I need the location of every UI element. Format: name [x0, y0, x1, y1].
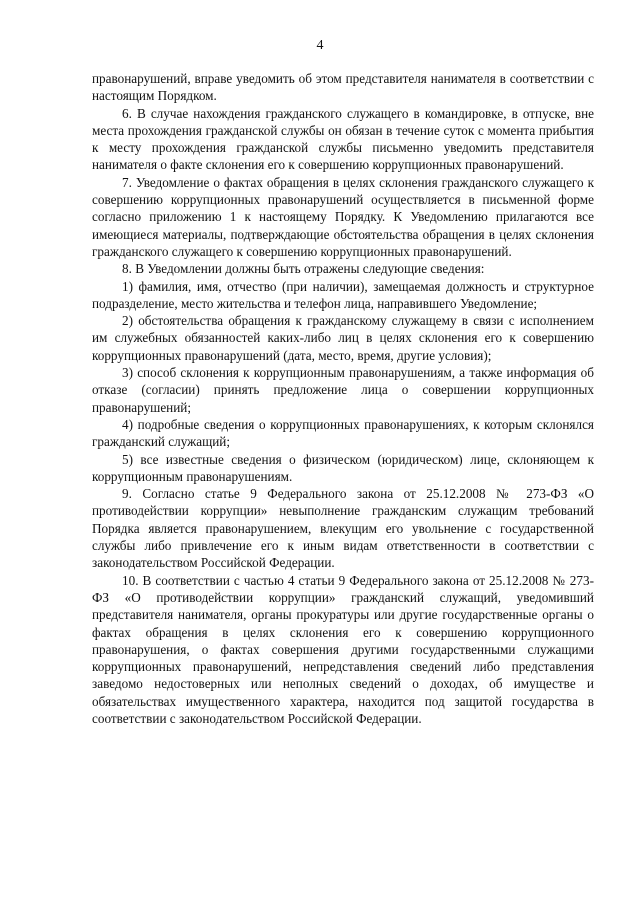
list-item-3: 3) способ склонения к коррупционным правонарушениям, а также информация об отказе (согласии) принять предложение лица о совершении коррупционных правонарушений;	[92, 365, 594, 415]
list-item-2: 2) обстоятельства обращения к гражданскому служащему в связи с исполнением им служебных обязанностей каких-либо лиц в целях склонения его к совершению коррупционных правонарушений (дата, место, время, другие условия);	[92, 313, 594, 363]
list-item-4: 4) подробные сведения о коррупционных правонарушениях, к которым склонялся гражданский служащий;	[92, 416, 594, 450]
paragraph-continuation: правонарушений, вправе уведомить об этом представителя нанимателя в соответствии с настоящим Порядком.	[92, 71, 594, 104]
paragraph-9: 9. Согласно статье 9 Федерального закона от 25.12.2008 № 273-ФЗ «О противодействии коррупции» невыполнение гражданским служащим требований Порядка является правонарушением, влекущим его увольнение с государственной службы либо привлечение его к иным видам ответственности в соответствии с законодательством Российской Федерации.	[92, 486, 594, 571]
list-item-5: 5) все известные сведения о физическом (юридическом) лице, склоняющем к коррупционным правонарушениям.	[92, 451, 594, 484]
paragraph-8: 8. В Уведомлении должны быть отражены следующие сведения:	[122, 261, 485, 277]
list-item-1: 1) фамилия, имя, отчество (при наличии), замещаемая должность и структурное подразделение, место жительства и телефон лица, направившего Уведомление;	[92, 278, 594, 311]
paragraph-10: 10. В соответствии с частью 4 статьи 9 Федерального закона от 25.12.2008 № 273-ФЗ «О противодействии коррупции» гражданский служащий, уведомивший представителя нанимателя, органы прокуратуры или другие государственные органы о фактах обращения в целях склонения его к совершению коррупционного правонарушения, о фактах совершения другими государственными служащими коррупционных правонарушений, непредставления сведений либо представления заведомо недостоверных или неполных сведений о доходах, об имуществе и обязательствах имущественного характера, находится под защитой государства в соответствии с законодательством Российской Федерации.	[92, 572, 594, 726]
page-number: 4	[316, 38, 324, 53]
document-body	[92, 70, 594, 727]
paragraph-7: 7. Уведомление о фактах обращения в целях склонения гражданского служащего к совершению коррупционных правонарушений осуществляется в письменной форме согласно приложению 1 к настоящему Порядку. К Уведомлению прилагаются все имеющиеся материалы, подтверждающие обстоятельства обращения в целях склонения гражданского служащего к совершению коррупционных правонарушений.	[92, 174, 594, 259]
paragraph-6: 6. В случае нахождения гражданского служащего в командировке, в отпуске, вне места прохождения гражданской службы он обязан в течение суток с момента прибытия к месту прохождения гражданской службы письменно уведомить представителя нанимателя о факте склонения его к совершению коррупционных правонарушений.	[92, 105, 594, 173]
